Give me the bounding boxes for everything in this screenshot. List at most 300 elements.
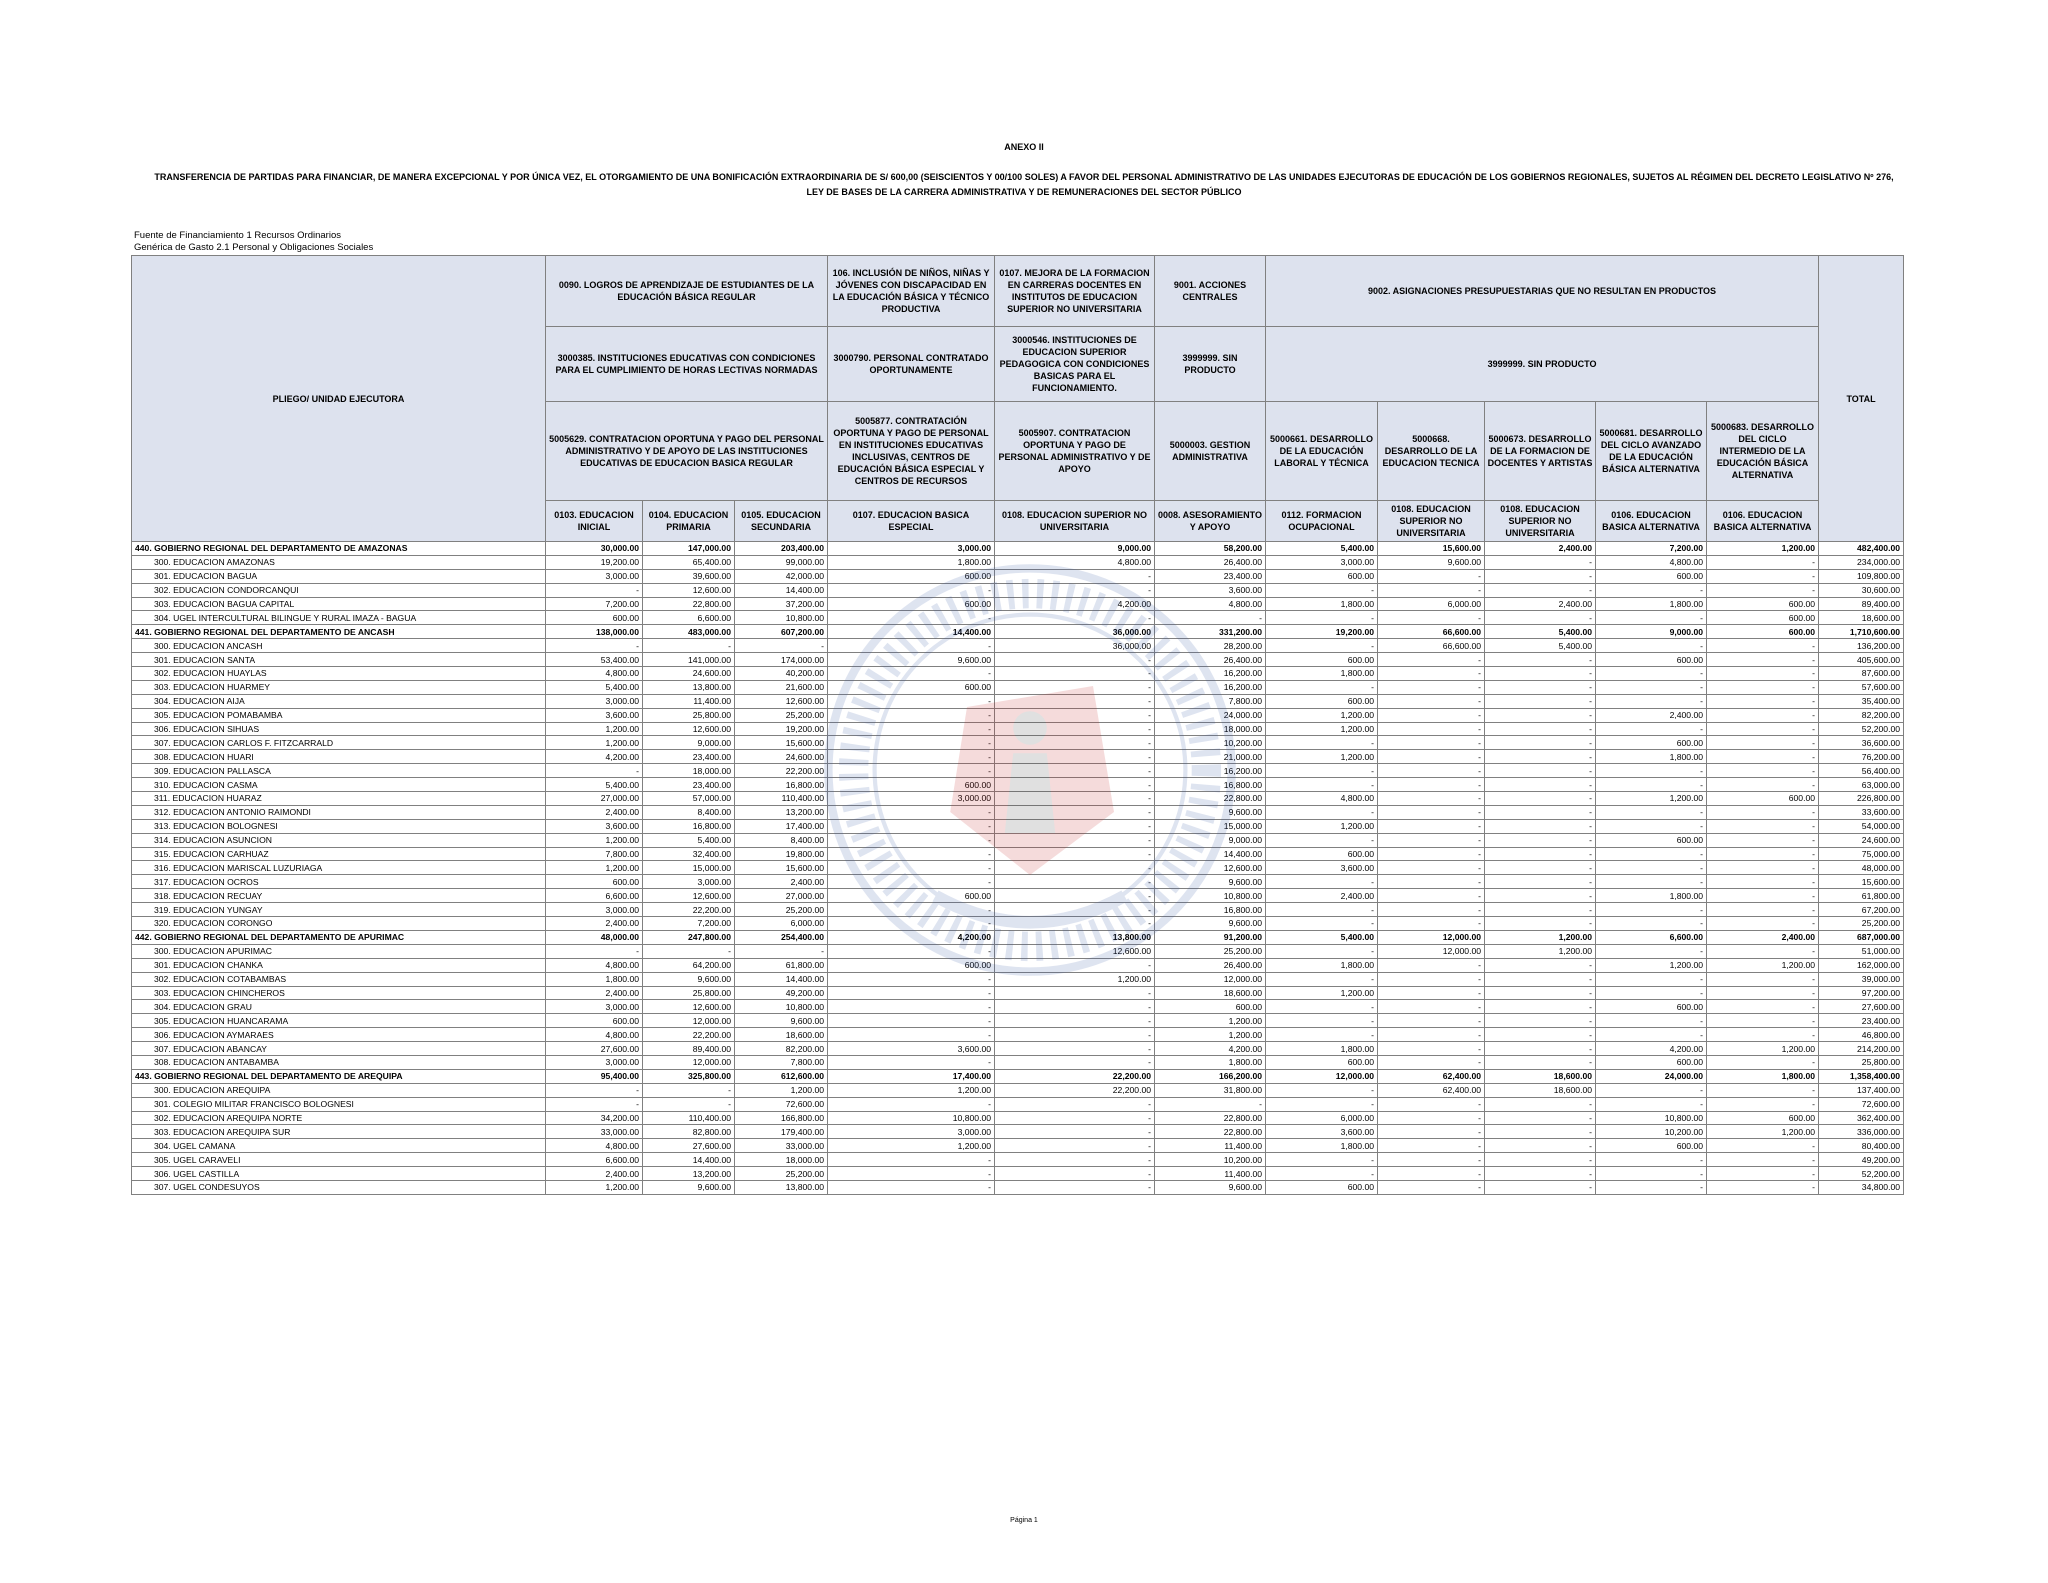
- amount-cell: 13,800.00: [643, 680, 735, 694]
- amount-cell: 1,200.00: [546, 736, 643, 750]
- amount-cell: -: [1485, 736, 1596, 750]
- amount-cell: -: [1266, 778, 1378, 792]
- row-name: 443. GOBIERNO REGIONAL DEL DEPARTAMENTO DE AREQUIPA: [132, 1069, 546, 1083]
- unit-row: [132, 555, 1904, 569]
- amount-cell: -: [828, 1097, 995, 1111]
- amount-cell: -: [828, 611, 995, 625]
- amount-cell: -: [1707, 819, 1819, 833]
- amount-cell: 53,400.00: [546, 653, 643, 667]
- amount-cell: 19,200.00: [546, 555, 643, 569]
- header-product-3999999-b: 3999999. SIN PRODUCTO: [1266, 327, 1819, 402]
- header-activity-5000003: 5000003. GESTION ADMINISTRATIVA: [1155, 402, 1266, 501]
- amount-cell: -: [1596, 1167, 1707, 1181]
- amount-cell: 6,600.00: [643, 611, 735, 625]
- header-program-106: 106. INCLUSIÓN DE NIÑOS, NIÑAS Y JÓVENES CON DISCAPACIDAD EN LA EDUCACIÓN BÁSICA Y TÉCNICO PRODUCTIVA: [828, 256, 995, 327]
- row-name: 309. EDUCACION PALLASCA: [132, 764, 546, 778]
- row-name: 304. EDUCACION AIJA: [132, 694, 546, 708]
- amount-cell: 61,800.00: [735, 958, 828, 972]
- amount-cell: 2,400.00: [546, 1167, 643, 1181]
- unit-row: [132, 958, 1904, 972]
- header-program-9001: 9001. ACCIONES CENTRALES: [1155, 256, 1266, 327]
- amount-cell: 2,400.00: [1707, 930, 1819, 944]
- amount-cell: -: [1266, 944, 1378, 958]
- unit-row: [132, 819, 1904, 833]
- amount-cell: 14,400.00: [1155, 847, 1266, 861]
- amount-cell: 600.00: [1266, 1180, 1378, 1194]
- amount-cell: 25,800.00: [643, 708, 735, 722]
- header-function-0103: 0103. EDUCACION INICIAL: [546, 501, 643, 542]
- amount-cell: 5,400.00: [546, 680, 643, 694]
- amount-cell: 4,800.00: [995, 555, 1155, 569]
- amount-cell: 10,200.00: [1155, 1153, 1266, 1167]
- row-total: 25,800.00: [1819, 1055, 1904, 1069]
- amount-cell: -: [1596, 778, 1707, 792]
- amount-cell: 174,000.00: [735, 653, 828, 667]
- amount-cell: 7,200.00: [546, 597, 643, 611]
- amount-cell: -: [995, 708, 1155, 722]
- amount-cell: 3,000.00: [828, 542, 995, 556]
- row-total: 226,800.00: [1819, 792, 1904, 806]
- amount-cell: 8,400.00: [643, 805, 735, 819]
- amount-cell: 3,600.00: [1155, 583, 1266, 597]
- amount-cell: -: [828, 917, 995, 931]
- amount-cell: -: [1378, 583, 1485, 597]
- amount-cell: -: [828, 972, 995, 986]
- amount-cell: 16,800.00: [1155, 903, 1266, 917]
- amount-cell: 19,200.00: [1266, 625, 1378, 639]
- row-name: 310. EDUCACION CASMA: [132, 778, 546, 792]
- amount-cell: -: [1266, 1014, 1378, 1028]
- amount-cell: 57,000.00: [643, 792, 735, 806]
- header-row-programs: [132, 256, 1904, 327]
- row-total: 24,600.00: [1819, 833, 1904, 847]
- amount-cell: -: [1596, 764, 1707, 778]
- amount-cell: -: [1378, 986, 1485, 1000]
- amount-cell: -: [1485, 1000, 1596, 1014]
- amount-cell: 15,600.00: [735, 736, 828, 750]
- amount-cell: -: [1485, 694, 1596, 708]
- amount-cell: 13,200.00: [735, 805, 828, 819]
- amount-cell: -: [1707, 569, 1819, 583]
- amount-cell: -: [1378, 1028, 1485, 1042]
- amount-cell: 1,800.00: [1266, 958, 1378, 972]
- amount-cell: 1,200.00: [1155, 1028, 1266, 1042]
- amount-cell: -: [546, 764, 643, 778]
- amount-cell: 12,600.00: [995, 944, 1155, 958]
- unit-row: [132, 1167, 1904, 1181]
- amount-cell: -: [1707, 805, 1819, 819]
- amount-cell: -: [828, 1167, 995, 1181]
- unit-row: [132, 1125, 1904, 1139]
- amount-cell: 16,800.00: [735, 778, 828, 792]
- amount-cell: 99,000.00: [735, 555, 828, 569]
- amount-cell: -: [1596, 680, 1707, 694]
- amount-cell: 13,800.00: [735, 1180, 828, 1194]
- amount-cell: -: [1485, 583, 1596, 597]
- amount-cell: 5,400.00: [1266, 542, 1378, 556]
- amount-cell: 27,600.00: [546, 1042, 643, 1056]
- amount-cell: -: [1596, 944, 1707, 958]
- amount-cell: -: [1485, 764, 1596, 778]
- row-name: 301. EDUCACION SANTA: [132, 653, 546, 667]
- amount-cell: 203,400.00: [735, 542, 828, 556]
- row-total: 39,000.00: [1819, 972, 1904, 986]
- amount-cell: -: [1378, 1097, 1485, 1111]
- unit-row: [132, 708, 1904, 722]
- amount-cell: 10,800.00: [735, 611, 828, 625]
- amount-cell: 9,000.00: [995, 542, 1155, 556]
- amount-cell: 1,200.00: [546, 833, 643, 847]
- amount-cell: 25,200.00: [735, 903, 828, 917]
- amount-cell: 6,600.00: [546, 889, 643, 903]
- amount-cell: -: [995, 611, 1155, 625]
- amount-cell: 9,000.00: [643, 736, 735, 750]
- amount-cell: -: [1378, 805, 1485, 819]
- unit-row: [132, 903, 1904, 917]
- amount-cell: 1,200.00: [1596, 792, 1707, 806]
- amount-cell: 600.00: [546, 1014, 643, 1028]
- amount-cell: -: [1485, 875, 1596, 889]
- amount-cell: 12,600.00: [643, 1000, 735, 1014]
- amount-cell: 9,600.00: [1155, 875, 1266, 889]
- header-activity-5005907: 5005907. CONTRATACION OPORTUNA Y PAGO DE PERSONAL ADMINISTRATIVO Y DE APOYO: [995, 402, 1155, 501]
- amount-cell: -: [1378, 847, 1485, 861]
- amount-cell: -: [1266, 583, 1378, 597]
- amount-cell: -: [995, 889, 1155, 903]
- amount-cell: 95,400.00: [546, 1069, 643, 1083]
- amount-cell: 9,600.00: [828, 653, 995, 667]
- amount-cell: 600.00: [1596, 1055, 1707, 1069]
- amount-cell: -: [1707, 1083, 1819, 1097]
- unit-row: [132, 583, 1904, 597]
- amount-cell: 6,000.00: [735, 917, 828, 931]
- amount-cell: -: [995, 653, 1155, 667]
- unit-row: [132, 1111, 1904, 1125]
- amount-cell: 13,200.00: [643, 1167, 735, 1181]
- amount-cell: 36,000.00: [995, 639, 1155, 653]
- row-name: 303. EDUCACION CHINCHEROS: [132, 986, 546, 1000]
- amount-cell: -: [546, 583, 643, 597]
- amount-cell: -: [995, 667, 1155, 681]
- amount-cell: 48,000.00: [546, 930, 643, 944]
- amount-cell: -: [828, 583, 995, 597]
- row-name: 442. GOBIERNO REGIONAL DEL DEPARTAMENTO DE APURIMAC: [132, 930, 546, 944]
- amount-cell: 1,800.00: [1596, 597, 1707, 611]
- amount-cell: -: [1707, 1000, 1819, 1014]
- unit-row: [132, 667, 1904, 681]
- amount-cell: 166,200.00: [1155, 1069, 1266, 1083]
- amount-cell: -: [1266, 1153, 1378, 1167]
- amount-cell: 3,600.00: [546, 708, 643, 722]
- amount-cell: -: [828, 903, 995, 917]
- amount-cell: -: [1596, 917, 1707, 931]
- amount-cell: 600.00: [1266, 653, 1378, 667]
- amount-cell: -: [1378, 1000, 1485, 1014]
- row-total: 35,400.00: [1819, 694, 1904, 708]
- unit-row: [132, 569, 1904, 583]
- amount-cell: 110,400.00: [735, 792, 828, 806]
- amount-cell: -: [1378, 764, 1485, 778]
- amount-cell: -: [1266, 805, 1378, 819]
- header-activity-5000681: 5000681. DESARROLLO DEL CICLO AVANZADO DE LA EDUCACIÓN BÁSICA ALTERNATIVA: [1596, 402, 1707, 501]
- amount-cell: -: [1596, 722, 1707, 736]
- row-total: 405,600.00: [1819, 653, 1904, 667]
- amount-cell: 600.00: [1596, 653, 1707, 667]
- unit-row: [132, 1083, 1904, 1097]
- amount-cell: 3,000.00: [828, 1125, 995, 1139]
- row-total: 136,200.00: [1819, 639, 1904, 653]
- amount-cell: -: [1378, 680, 1485, 694]
- amount-cell: -: [1596, 819, 1707, 833]
- amount-cell: 9,600.00: [1155, 917, 1266, 931]
- unit-row: [132, 694, 1904, 708]
- amount-cell: 18,000.00: [1155, 722, 1266, 736]
- row-name: 318. EDUCACION RECUAY: [132, 889, 546, 903]
- amount-cell: 12,000.00: [1155, 972, 1266, 986]
- amount-cell: 12,000.00: [1266, 1069, 1378, 1083]
- amount-cell: 110,400.00: [643, 1111, 735, 1125]
- amount-cell: -: [1596, 583, 1707, 597]
- row-name: 306. EDUCACION SIHUAS: [132, 722, 546, 736]
- amount-cell: 1,800.00: [1707, 1069, 1819, 1083]
- amount-cell: -: [1266, 1167, 1378, 1181]
- amount-cell: -: [1707, 736, 1819, 750]
- amount-cell: -: [1378, 958, 1485, 972]
- amount-cell: 26,400.00: [1155, 555, 1266, 569]
- amount-cell: 4,200.00: [546, 750, 643, 764]
- row-total: 162,000.00: [1819, 958, 1904, 972]
- amount-cell: 600.00: [828, 958, 995, 972]
- amount-cell: 14,400.00: [828, 625, 995, 639]
- row-total: 30,600.00: [1819, 583, 1904, 597]
- amount-cell: 6,600.00: [546, 1153, 643, 1167]
- amount-cell: 13,800.00: [995, 930, 1155, 944]
- amount-cell: -: [1707, 861, 1819, 875]
- row-name: 300. EDUCACION ANCASH: [132, 639, 546, 653]
- amount-cell: -: [995, 694, 1155, 708]
- row-total: 48,000.00: [1819, 861, 1904, 875]
- row-name: 300. EDUCACION AMAZONAS: [132, 555, 546, 569]
- amount-cell: -: [828, 750, 995, 764]
- row-total: 362,400.00: [1819, 1111, 1904, 1125]
- amount-cell: 8,400.00: [735, 833, 828, 847]
- amount-cell: -: [1378, 569, 1485, 583]
- pliego-row: [132, 930, 1904, 944]
- amount-cell: -: [735, 639, 828, 653]
- amount-cell: -: [546, 1083, 643, 1097]
- table-body: [132, 542, 1904, 1195]
- amount-cell: 10,800.00: [1596, 1111, 1707, 1125]
- amount-cell: 25,800.00: [643, 986, 735, 1000]
- amount-cell: -: [995, 1055, 1155, 1069]
- amount-cell: 42,000.00: [735, 569, 828, 583]
- amount-cell: 1,200.00: [828, 1083, 995, 1097]
- amount-cell: -: [828, 722, 995, 736]
- amount-cell: 3,000.00: [643, 875, 735, 889]
- amount-cell: -: [1707, 917, 1819, 931]
- amount-cell: 49,200.00: [735, 986, 828, 1000]
- amount-cell: -: [995, 903, 1155, 917]
- row-name: 305. UGEL CARAVELI: [132, 1153, 546, 1167]
- row-total: 72,600.00: [1819, 1097, 1904, 1111]
- row-total: 67,200.00: [1819, 903, 1904, 917]
- amount-cell: 62,400.00: [1378, 1083, 1485, 1097]
- amount-cell: -: [1596, 1028, 1707, 1042]
- amount-cell: 3,000.00: [546, 694, 643, 708]
- amount-cell: 3,000.00: [546, 1055, 643, 1069]
- amount-cell: -: [1378, 1180, 1485, 1194]
- amount-cell: 36,000.00: [995, 625, 1155, 639]
- amount-cell: 10,200.00: [1155, 736, 1266, 750]
- expense-generic: Genérica de Gasto 2.1 Personal y Obligaciones Sociales: [134, 242, 374, 253]
- amount-cell: 1,800.00: [1266, 667, 1378, 681]
- amount-cell: 7,800.00: [735, 1055, 828, 1069]
- amount-cell: 27,000.00: [546, 792, 643, 806]
- amount-cell: -: [995, 986, 1155, 1000]
- amount-cell: 1,200.00: [1266, 819, 1378, 833]
- row-name: 306. EDUCACION AYMARAES: [132, 1028, 546, 1042]
- amount-cell: -: [828, 875, 995, 889]
- amount-cell: 22,200.00: [643, 1028, 735, 1042]
- amount-cell: -: [995, 736, 1155, 750]
- pliego-row: [132, 542, 1904, 556]
- amount-cell: -: [1485, 750, 1596, 764]
- amount-cell: -: [1707, 750, 1819, 764]
- amount-cell: 600.00: [546, 611, 643, 625]
- amount-cell: -: [1485, 805, 1596, 819]
- header-function-0106-b: 0106. EDUCACION BASICA ALTERNATIVA: [1707, 501, 1819, 542]
- amount-cell: -: [995, 1125, 1155, 1139]
- amount-cell: -: [1266, 1083, 1378, 1097]
- row-total: 36,600.00: [1819, 736, 1904, 750]
- row-name: 312. EDUCACION ANTONIO RAIMONDI: [132, 805, 546, 819]
- amount-cell: 1,200.00: [1266, 750, 1378, 764]
- amount-cell: -: [1378, 1139, 1485, 1153]
- row-name: 311. EDUCACION HUARAZ: [132, 792, 546, 806]
- row-total: 1,358,400.00: [1819, 1069, 1904, 1083]
- amount-cell: 23,400.00: [643, 750, 735, 764]
- amount-cell: -: [995, 764, 1155, 778]
- amount-cell: -: [1707, 694, 1819, 708]
- amount-cell: 22,200.00: [995, 1069, 1155, 1083]
- amount-cell: 17,400.00: [735, 819, 828, 833]
- amount-cell: -: [828, 1000, 995, 1014]
- amount-cell: -: [1266, 639, 1378, 653]
- amount-cell: 1,200.00: [1707, 1042, 1819, 1056]
- amount-cell: -: [1378, 903, 1485, 917]
- amount-cell: 600.00: [828, 680, 995, 694]
- amount-cell: 9,600.00: [735, 1014, 828, 1028]
- amount-cell: 9,600.00: [1155, 1180, 1266, 1194]
- unit-row: [132, 611, 1904, 625]
- row-total: 234,000.00: [1819, 555, 1904, 569]
- amount-cell: 89,400.00: [643, 1042, 735, 1056]
- amount-cell: 600.00: [828, 597, 995, 611]
- amount-cell: -: [546, 1097, 643, 1111]
- amount-cell: -: [1378, 750, 1485, 764]
- row-name: 307. UGEL CONDESUYOS: [132, 1180, 546, 1194]
- amount-cell: -: [1596, 1180, 1707, 1194]
- row-name: 308. EDUCACION HUARI: [132, 750, 546, 764]
- amount-cell: -: [1485, 833, 1596, 847]
- amount-cell: -: [828, 736, 995, 750]
- row-total: 76,200.00: [1819, 750, 1904, 764]
- row-name: 319. EDUCACION YUNGAY: [132, 903, 546, 917]
- row-total: 61,800.00: [1819, 889, 1904, 903]
- amount-cell: -: [1596, 875, 1707, 889]
- amount-cell: 1,200.00: [546, 1180, 643, 1194]
- amount-cell: -: [1485, 1139, 1596, 1153]
- amount-cell: -: [1485, 792, 1596, 806]
- amount-cell: -: [1266, 736, 1378, 750]
- row-total: 34,800.00: [1819, 1180, 1904, 1194]
- amount-cell: 22,800.00: [1155, 1125, 1266, 1139]
- unit-row: [132, 1000, 1904, 1014]
- row-name: 314. EDUCACION ASUNCION: [132, 833, 546, 847]
- amount-cell: -: [1266, 833, 1378, 847]
- amount-cell: 1,800.00: [1596, 889, 1707, 903]
- row-name: 315. EDUCACION CARHUAZ: [132, 847, 546, 861]
- amount-cell: -: [828, 708, 995, 722]
- amount-cell: -: [995, 1180, 1155, 1194]
- row-name: 307. EDUCACION ABANCAY: [132, 1042, 546, 1056]
- amount-cell: -: [643, 1097, 735, 1111]
- amount-cell: 26,400.00: [1155, 958, 1266, 972]
- amount-cell: 3,000.00: [828, 792, 995, 806]
- amount-cell: 4,800.00: [546, 958, 643, 972]
- unit-row: [132, 875, 1904, 889]
- amount-cell: -: [1378, 667, 1485, 681]
- amount-cell: -: [1485, 1125, 1596, 1139]
- amount-cell: 1,200.00: [1266, 986, 1378, 1000]
- amount-cell: 1,200.00: [1707, 958, 1819, 972]
- amount-cell: 9,000.00: [1596, 625, 1707, 639]
- amount-cell: -: [1707, 1180, 1819, 1194]
- amount-cell: -: [828, 944, 995, 958]
- amount-cell: -: [546, 944, 643, 958]
- unit-row: [132, 1097, 1904, 1111]
- amount-cell: -: [1596, 1083, 1707, 1097]
- header-function-0108-c: 0108. EDUCACION SUPERIOR NO UNIVERSITARIA: [1485, 501, 1596, 542]
- amount-cell: 3,000.00: [546, 1000, 643, 1014]
- amount-cell: 9,600.00: [643, 972, 735, 986]
- amount-cell: -: [1266, 903, 1378, 917]
- header-function-0106-a: 0106. EDUCACION BASICA ALTERNATIVA: [1596, 501, 1707, 542]
- amount-cell: 16,200.00: [1155, 667, 1266, 681]
- amount-cell: -: [1707, 764, 1819, 778]
- amount-cell: -: [1266, 972, 1378, 986]
- header-product-3000546: 3000546. INSTITUCIONES DE EDUCACION SUPERIOR PEDAGOGICA CON CONDICIONES BASICAS PARA EL FUNCIONAMIENTO.: [995, 327, 1155, 402]
- amount-cell: 3,600.00: [828, 1042, 995, 1056]
- amount-cell: 612,600.00: [735, 1069, 828, 1083]
- amount-cell: 2,400.00: [1485, 542, 1596, 556]
- amount-cell: -: [1378, 1125, 1485, 1139]
- amount-cell: 62,400.00: [1378, 1069, 1485, 1083]
- amount-cell: -: [1378, 653, 1485, 667]
- amount-cell: -: [1596, 694, 1707, 708]
- header-product-3000790: 3000790. PERSONAL CONTRATADO OPORTUNAMENTE: [828, 327, 995, 402]
- amount-cell: 3,000.00: [1266, 555, 1378, 569]
- amount-cell: -: [995, 847, 1155, 861]
- amount-cell: 600.00: [1266, 1055, 1378, 1069]
- amount-cell: 600.00: [1266, 694, 1378, 708]
- row-total: 687,000.00: [1819, 930, 1904, 944]
- amount-cell: -: [1596, 805, 1707, 819]
- amount-cell: -: [1596, 903, 1707, 917]
- amount-cell: -: [1485, 722, 1596, 736]
- amount-cell: 18,000.00: [735, 1153, 828, 1167]
- amount-cell: -: [995, 1028, 1155, 1042]
